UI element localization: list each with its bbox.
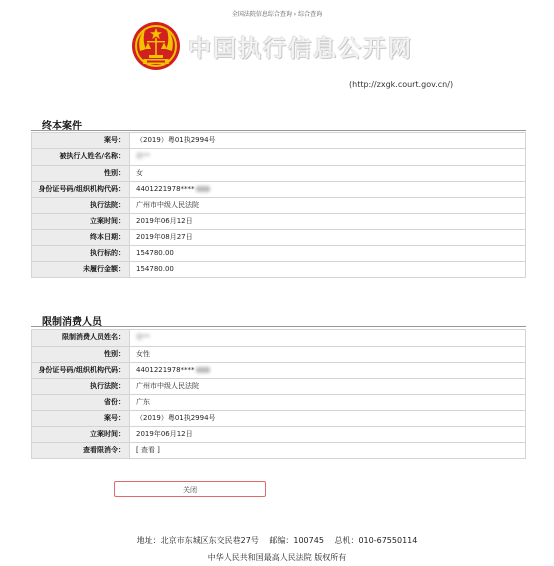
gender-label: 性别：: [32, 346, 130, 362]
view-restriction-order-link[interactable]: [ 查看 ]: [136, 445, 160, 454]
case-number-value: （2019）粤01执2994号: [130, 133, 526, 149]
site-title: 中国执行信息公开网: [188, 36, 413, 62]
footer-copyright: 中华人民共和国最高人民法院 版权所有: [207, 553, 347, 562]
execution-amount-value: 154780.00: [130, 245, 526, 261]
table-row: [32, 330, 526, 347]
table-row: [32, 410, 526, 426]
id-number-label: 身份证号码/组织机构代码：: [32, 181, 130, 197]
final-cases-table: [31, 132, 526, 278]
case-number-label: 案号：: [32, 133, 130, 149]
id-number-cell: [130, 181, 526, 197]
filing-date-label: 立案时间：: [32, 213, 130, 229]
restricted-name-label: 限制消费人员姓名：: [32, 330, 130, 347]
filing-date-label: 立案时间：: [32, 426, 130, 442]
table-row: [32, 197, 526, 213]
redacted-mark: [196, 367, 210, 373]
table-row: [32, 149, 526, 166]
table-row: [32, 362, 526, 378]
table-row: [32, 181, 526, 197]
consumption-restriction-table: [31, 329, 526, 459]
court-emblem-icon: [131, 21, 181, 71]
restricted-name-value: 徐**: [136, 333, 150, 341]
section-title-consumption-restricted: 限制消费人员: [42, 317, 102, 328]
termination-date-label: 终本日期：: [32, 229, 130, 245]
gender-value: 女: [130, 165, 526, 181]
footer-address: 地址：北京市东城区东交民巷27号 邮编：100745 总机：010-67550114: [136, 536, 418, 545]
table-row: [32, 213, 526, 229]
executee-name-cell: [130, 149, 526, 166]
id-number-label: 身份证号码/组织机构代码：: [32, 362, 130, 378]
close-button[interactable]: 关闭: [114, 481, 266, 497]
filing-date-value: 2019年06月12日: [130, 213, 526, 229]
view-order-label: 查看限消令：: [32, 442, 130, 458]
gender-value: 女性: [130, 346, 526, 362]
id-number-value: 4401221978****: [136, 184, 195, 193]
table-row: [32, 346, 526, 362]
table-row: [32, 165, 526, 181]
id-number-value: 4401221978****: [136, 365, 195, 374]
case-number-value: （2019）粤01执2994号: [130, 410, 526, 426]
executing-court-value: 广州市中级人民法院: [130, 197, 526, 213]
filing-date-value: 2019年06月12日: [130, 426, 526, 442]
case-number-label: 案号：: [32, 410, 130, 426]
restricted-name-cell: [130, 330, 526, 347]
table-row: [32, 261, 526, 277]
unpaid-amount-value: 154780.00: [130, 261, 526, 277]
unpaid-amount-label: 未履行金额：: [32, 261, 130, 277]
site-url: (http://zxgk.court.gov.cn/): [349, 80, 454, 89]
view-order-cell: [130, 442, 526, 458]
table-row: [32, 442, 526, 458]
section-title-final-cases: 终本案件: [42, 121, 82, 132]
province-label: 省份：: [32, 394, 130, 410]
executing-court-label: 执行法院：: [32, 378, 130, 394]
table-row: [32, 133, 526, 149]
table-row: [32, 394, 526, 410]
id-number-cell: [130, 362, 526, 378]
province-value: 广东: [130, 394, 526, 410]
executee-name-label: 被执行人姓名/名称：: [32, 149, 130, 166]
table-row: [32, 426, 526, 442]
gender-label: 性别：: [32, 165, 130, 181]
table-row: [32, 245, 526, 261]
executing-court-value: 广州市中级人民法院: [130, 378, 526, 394]
table-row: [32, 378, 526, 394]
executing-court-label: 执行法院：: [32, 197, 130, 213]
executee-name-value: 徐**: [136, 152, 150, 160]
table-row: [32, 229, 526, 245]
redacted-mark: [196, 186, 210, 192]
execution-amount-label: 执行标的：: [32, 245, 130, 261]
termination-date-value: 2019年08月27日: [130, 229, 526, 245]
section-divider: [31, 130, 526, 131]
breadcrumb: 全国法院信息综合查询 › 综合查询: [231, 11, 323, 18]
section-divider: [31, 326, 526, 327]
